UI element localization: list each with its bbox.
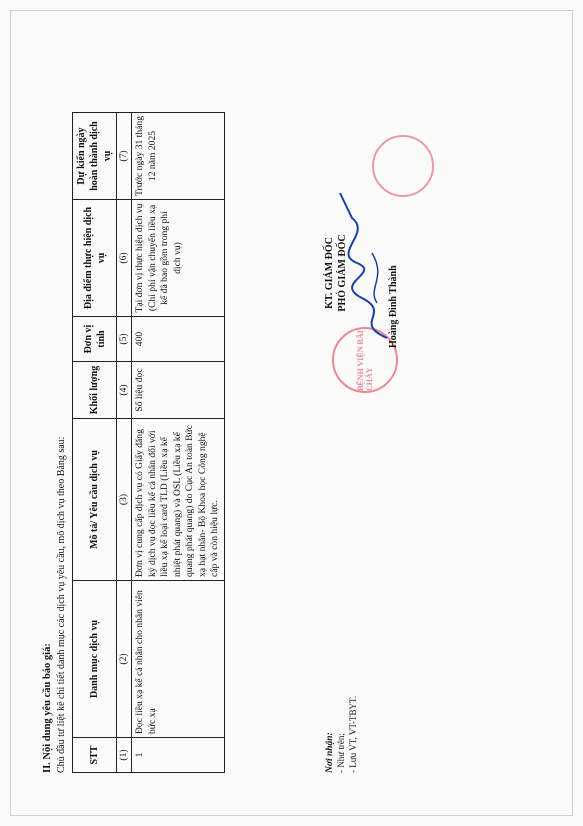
- col-num-3: (3): [116, 419, 131, 581]
- cell-location: Tại đơn vị thực hiện dịch vụ (Chi phí vận chuyển liều xạ kế đã bao gồm trong phí dịch vụ): [131, 200, 223, 317]
- partial-stamp: [372, 135, 434, 197]
- signer-name: Hoàng Đình Thành: [387, 265, 399, 348]
- header-completion-date: Dự kiến ngày hoàn thành dịch vụ: [72, 113, 116, 200]
- header-location: Địa điểm thực hiện dịch vụ: [72, 200, 116, 317]
- cell-stt: 1: [131, 738, 223, 773]
- signature-title-line2: PHÓ GIÁM ĐỐC: [336, 234, 347, 312]
- service-table: [72, 112, 225, 773]
- col-num-6: (6): [116, 200, 131, 317]
- stamp-text: BỆNH VIỆN BÃI CHÁY: [355, 330, 374, 391]
- col-num-2: (2): [116, 581, 131, 738]
- header-stt: STT: [72, 738, 116, 773]
- cell-service: Đọc liều xạ kế cá nhân cho nhân viên bức xạ: [131, 581, 223, 738]
- cell-completion-date: Trước ngày 31 tháng 12 năm 2025: [131, 113, 223, 200]
- intro-text: Chủ đầu tư liệt kê chi tiết danh mục các dịch vụ yêu cầu, mô dịch vụ theo Bảng sau:: [55, 436, 67, 773]
- col-num-7: (7): [116, 113, 131, 200]
- table-header-row: [72, 113, 116, 773]
- col-num-1: (1): [116, 738, 131, 773]
- column-number-row: [116, 113, 131, 773]
- signature-title-line1: KT. GIÁM ĐỐC: [323, 237, 335, 309]
- rotated-page-content: [32, 23, 552, 803]
- col-num-5: (5): [116, 317, 131, 362]
- cell-unit: 400: [131, 317, 223, 362]
- cell-quantity: Số liệu đọc: [131, 362, 223, 419]
- recipient-item: - Lưu VT, VT-TBYT.: [347, 695, 358, 773]
- recipient-item: - Như trên;: [335, 733, 346, 773]
- table-row: [131, 113, 223, 773]
- recipients-block: [324, 696, 360, 773]
- cell-description: Đơn vị cung cấp dịch vụ có Giấy đăng ký dịch vụ đọc liều kế cá nhân đối với liều xạ kế loại card TLD (Liều xạ kế nhiệt phát quang) và OSL (Liều xạ kế quang phát quang) do Cục An toàn Bức xạ hạt nhân- Bộ Khoa học Công nghệ cấp và còn hiệu lực.: [131, 419, 223, 581]
- recipients-title: Nơi nhận:: [324, 732, 335, 773]
- header-description: Mô tả/ Yêu cầu dịch vụ: [72, 419, 116, 581]
- section-heading: II. Nội dung yêu cầu báo giá:: [41, 643, 53, 773]
- header-service-list: Danh mục dịch vụ: [72, 581, 116, 738]
- header-quantity: Khối lượng: [72, 362, 116, 419]
- col-num-4: (4): [116, 362, 131, 419]
- header-unit: Đơn vị tính: [72, 317, 116, 362]
